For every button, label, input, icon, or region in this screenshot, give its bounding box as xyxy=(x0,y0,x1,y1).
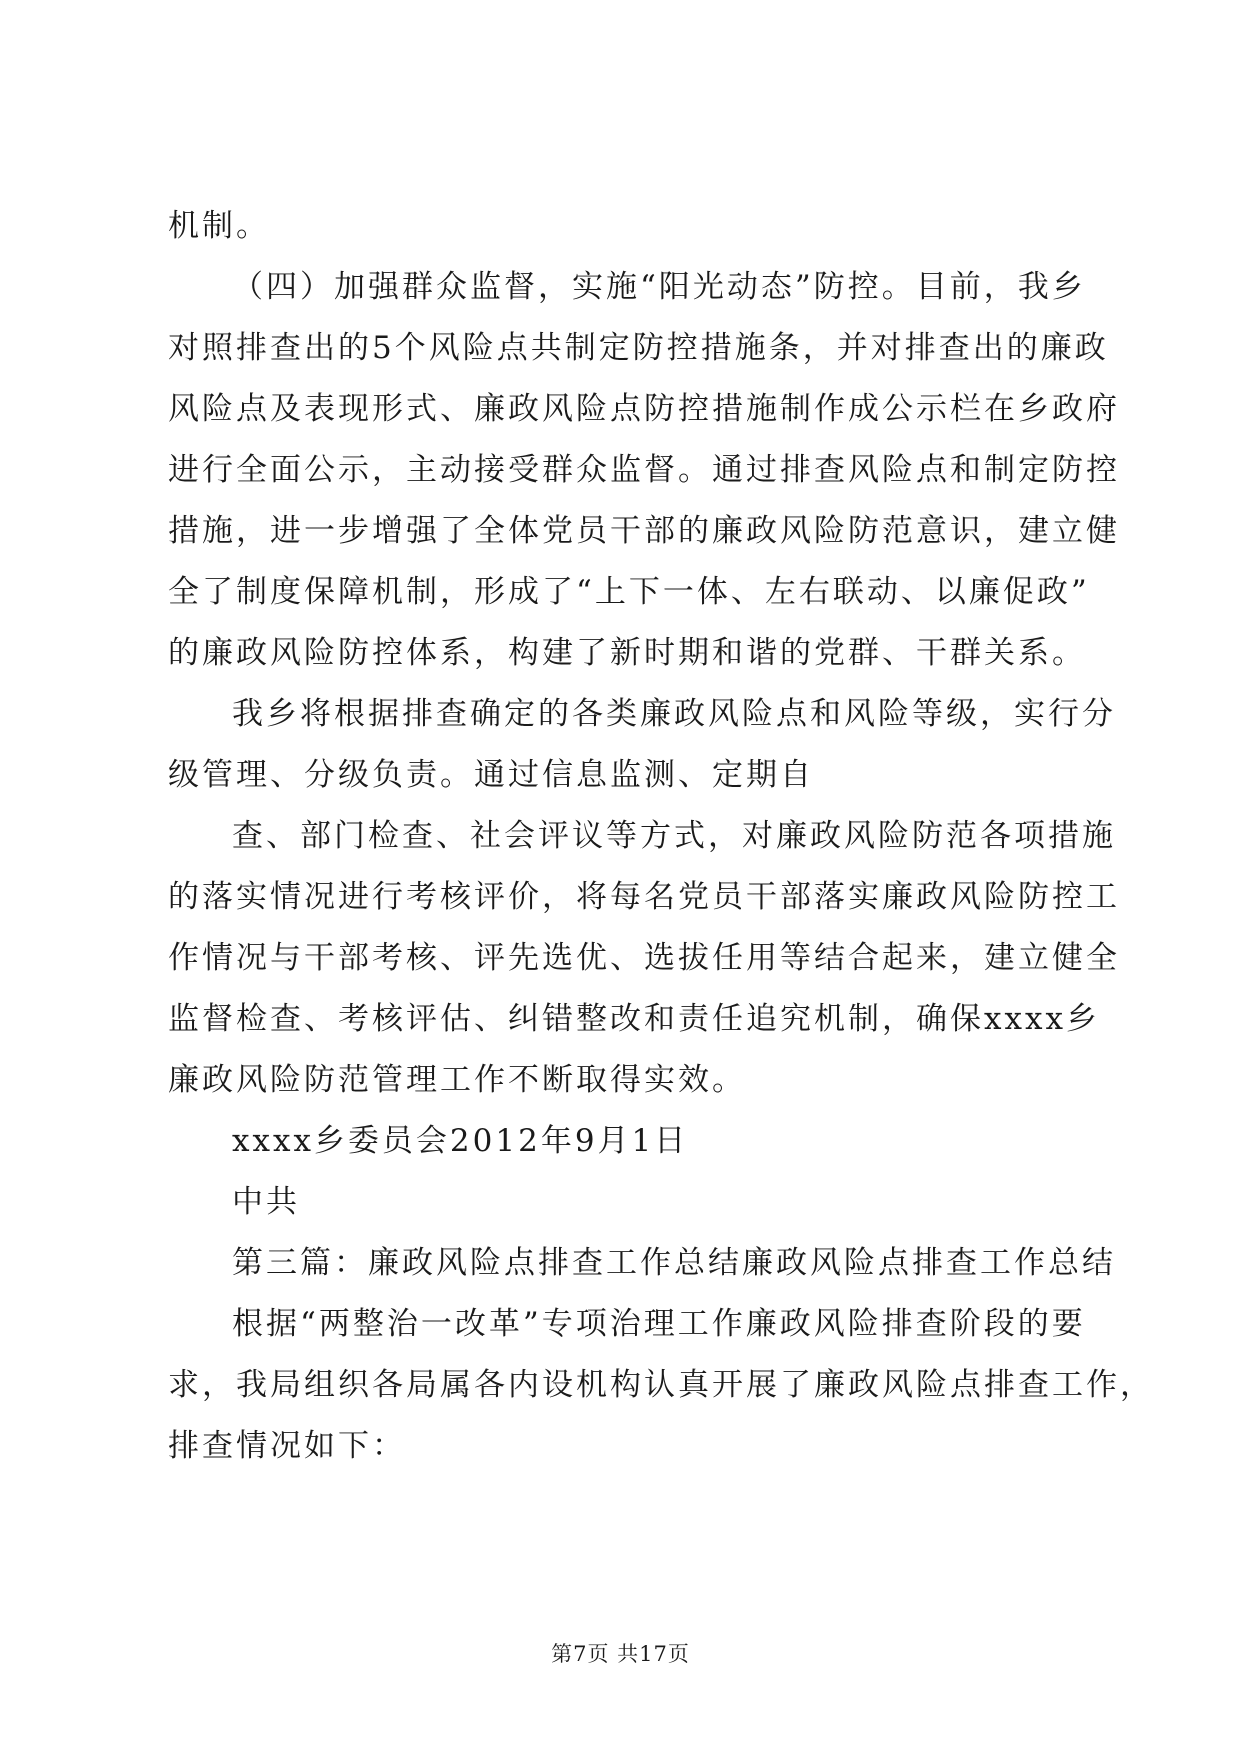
text-line: 求，我局组织各局属各内设机构认真开展了廉政风险点排查工作， xyxy=(168,1367,1154,1403)
text-line: 风险点及表现形式、廉政风险点防控措施制作成公示栏在乡政府 xyxy=(168,391,1120,427)
text-line: 监督检查、考核评估、纠错整改和责任追究机制，确保xxxx乡 xyxy=(168,1001,1100,1037)
text-line: 的廉政风险防控体系，构建了新时期和谐的党群、干群关系。 xyxy=(168,635,1086,671)
text-line: 级管理、分级负责。通过信息监测、定期自 xyxy=(168,757,814,793)
section-heading: 第三篇：廉政风险点排查工作总结廉政风险点排查工作总结 xyxy=(232,1245,1116,1281)
text-line: 机制。 xyxy=(168,208,270,244)
text-line: （四）加强群众监督，实施“阳光动态”防控。目前，我乡 xyxy=(232,269,1086,305)
document-body xyxy=(168,196,1154,1477)
text-line: 作情况与干部考核、评先选优、选拔任用等结合起来，建立健全 xyxy=(168,940,1120,976)
text-line: 中共 xyxy=(232,1184,300,1220)
text-line: 查、部门检查、社会评议等方式，对廉政风险防范各项措施 xyxy=(232,818,1116,854)
text-line: 进行全面公示，主动接受群众监督。通过排查风险点和制定防控 xyxy=(168,452,1120,488)
text-line: 对照排查出的5个风险点共制定防控措施条，并对排查出的廉政 xyxy=(168,330,1109,366)
text-line: 措施，进一步增强了全体党员干部的廉政风险防范意识，建立健 xyxy=(168,513,1120,549)
text-line: 排查情况如下： xyxy=(168,1428,406,1464)
text-line: 的落实情况进行考核评价，将每名党员干部落实廉政风险防控工 xyxy=(168,879,1120,915)
signature-line: xxxx乡委员会2012年9月1日 xyxy=(232,1123,689,1159)
text-line: 根据“两整治一改革”专项治理工作廉政风险排查阶段的要 xyxy=(232,1306,1086,1342)
text-line: 我乡将根据排查确定的各类廉政风险点和风险等级，实行分 xyxy=(232,696,1116,732)
page-number: 第7页 共17页 xyxy=(551,1642,690,1666)
text-line: 全了制度保障机制，形成了“上下一体、左右联动、以廉促政” xyxy=(168,574,1090,610)
text-line: 廉政风险防范管理工作不断取得实效。 xyxy=(168,1062,746,1098)
